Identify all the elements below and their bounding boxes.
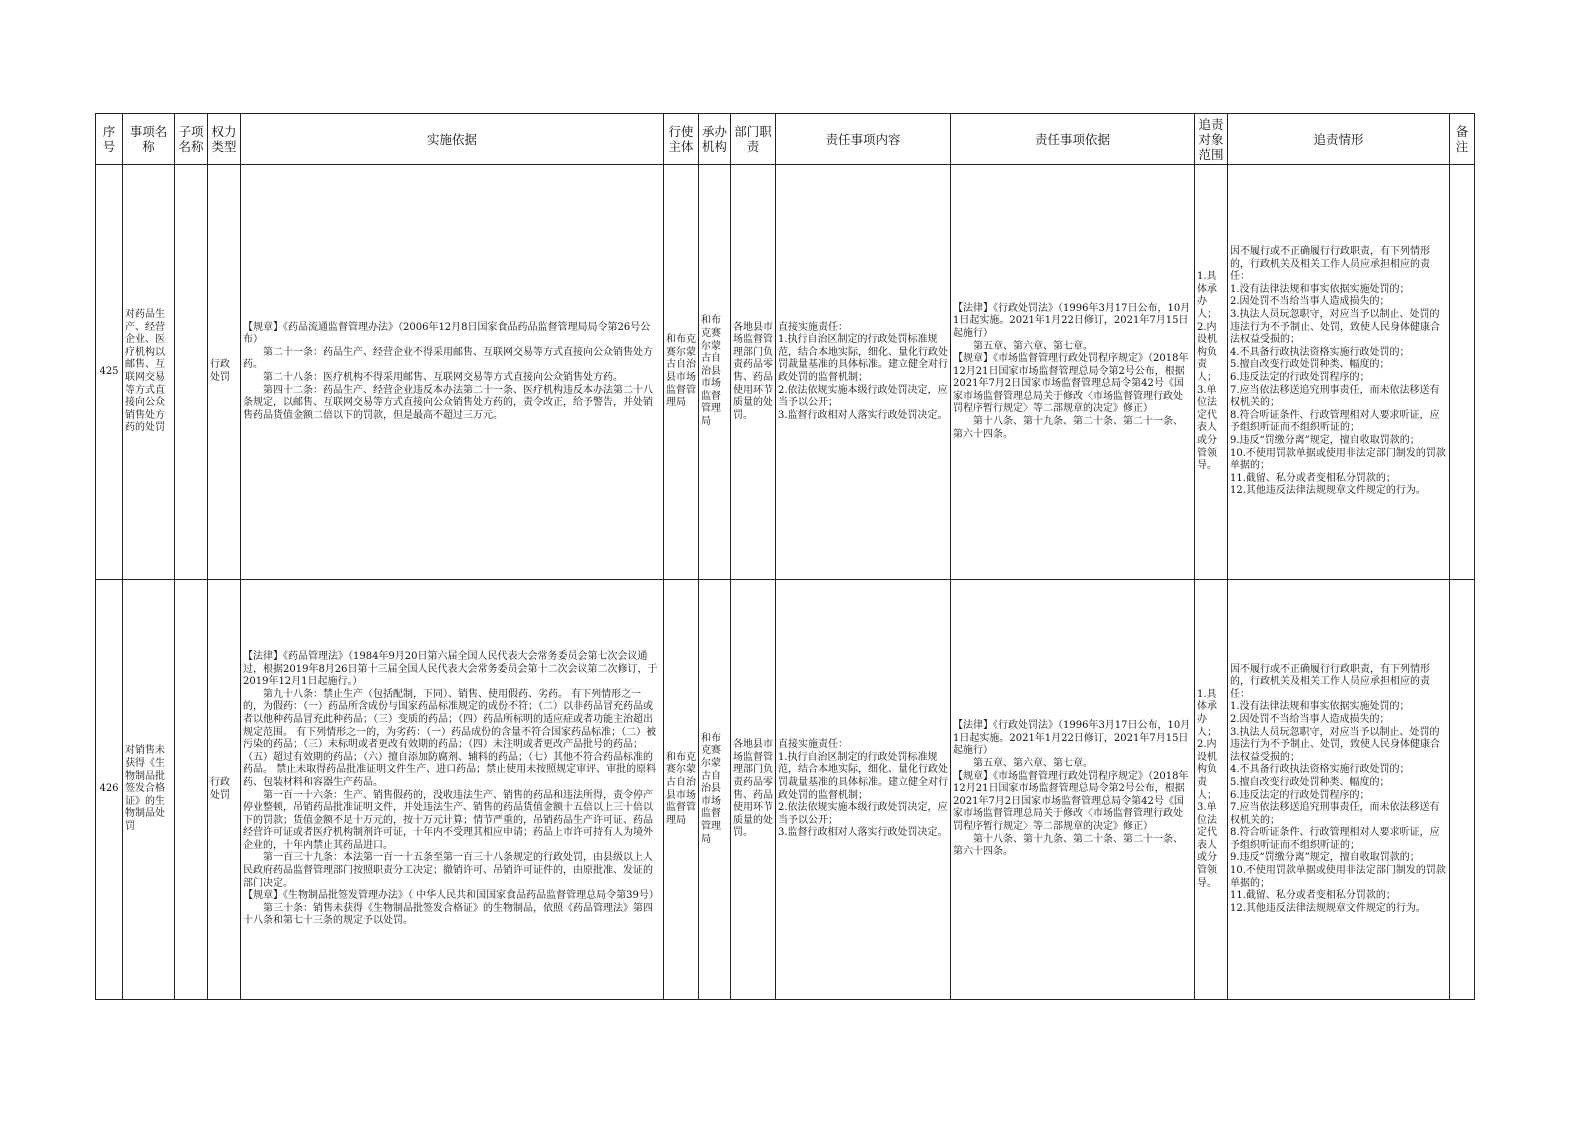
- header-remark: 备注: [1450, 114, 1475, 165]
- power-list-table: [95, 113, 1475, 1000]
- header-row: [96, 114, 1475, 165]
- cell-basis: 【规章】《药品流通监督管理办法》（2006年12月8日国家食品药品监督管理局局令第26号公布） 第二十一条：药品生产、经营企业不得采用邮售、互联网交易等方式直接向公众销售处方药。 第二十八条：医疗机构不得采用邮售、互联网交易等方式直接向公众销售处方药。 第四十二条：药品生产、经营企业违反本办法第二十一条、医疗机构违反本办法第二十八条规定，以邮售、互联网交易等方式直接向公众销售处方药的，责令改正，给予警告，并处销售药品货值金额二倍以下的罚款，但是最高不超过三万元。: [241, 165, 664, 580]
- table-row: [96, 165, 1475, 580]
- cell-accountability-scope: 1.具体承办人；2.内设机构负责人；3.单位法定代表人或分管领导。: [1195, 165, 1228, 580]
- cell-item-name: 对销售未获得《生物制品批签发合格证》的生物制品处罚: [123, 580, 175, 1000]
- header-item-name: 事项名称: [123, 114, 175, 165]
- cell-basis: 【法律】《药品管理法》（1984年9月20日第六届全国人民代表大会常务委员会第七次会议通过，根据2019年8月26日第十三届全国人民代表大会常务委员会第十二次会议第二次修订，于2019年12月1日起施行。） 第九十八条：禁止生产（包括配制，下同）、销售、使用假药、劣药。 有下列情形之一的，为假药：（一）药品所含成份与国家药品标准规定的成份不符；（二）以非药品冒充药品或者以他种药品冒充此种药品；（三）变质的药品；（四）药品所标明的适应症或者功能主治超出规定范围。 有下列情形之一的，为劣药：（一）药品成份的含量不符合国家药品标准；（二）被污染的药品；（三）未标明或者更改有效期的药品；（四）未注明或者更改产品批号的药品；（五）超过有效期的药品；（六）擅自添加防腐剂、辅料的药品；（七）其他不符合药品标准的药品。 禁止未取得药品批准证明文件生产、进口药品；禁止使用未按照规定审评、审批的原料药、包装材料和容器生产药品。 第一百一十六条：生产、销售假药的，没收违法生产、销售的药品和违法所得，责令停产停业整顿，吊销药品批准证明文件，并处违法生产、销售的药品货值金额十五倍以上三十倍以下的罚款；货值金额不足十万元的，按十万元计算；情节严重的，吊销药品生产许可证、药品经营许可证或者医疗机构制剂许可证，十年内不受理其相应申请；药品上市许可持有人为境外企业的，十年内禁止其药品进口。 第一百三十九条：本法第一百一十五条至第一百三十八条规定的行政处罚，由县级以上人民政府药品监督管理部门按照职责分工决定；撤销许可、吊销许可证件的，由原批准、发证的部门决定。 【规章】《生物制品批签发管理办法》（ 中华人民共和国国家食品药品监督管理总局令第39号） 第三十条：销售未获得《生物制品批签发合格证》的生物制品，依照《药品管理法》第四十八条和第七十三条的规定予以处罚。: [241, 580, 664, 1000]
- header-resp-content: 责任事项内容: [776, 114, 951, 165]
- header-exercise-subject: 行使主体: [664, 114, 699, 165]
- cell-remark: [1450, 580, 1475, 1000]
- cell-power-type: 行政处罚: [208, 580, 241, 1000]
- cell-exercise-subject: 和布克赛尔蒙古自治县市场监督管理局: [664, 580, 699, 1000]
- header-accountability-cases: 追责情形: [1228, 114, 1450, 165]
- cell-resp-content: 直接实施责任： 1.执行自治区制定的行政处罚标准规范，结合本地实际，细化、量化行政处罚裁量基准的具体标准。建立健全对行政处罚的监督机制； 2.依法依规实施本级行政处罚决定，应当予以公开； 3.监督行政相对人落实行政处罚决定。: [776, 580, 951, 1000]
- cell-item-name: 对药品生产、经营企业、医疗机构以邮售、互联网交易等方式直接向公众销售处方药的处罚: [123, 165, 175, 580]
- header-accountability-scope: 追责对象范围: [1195, 114, 1228, 165]
- cell-seq: 425: [96, 165, 123, 580]
- header-undertaking-org: 承办机构: [699, 114, 731, 165]
- cell-undertaking-org: 和布克赛尔蒙古自治县市场监督管理局: [699, 165, 731, 580]
- header-power-type: 权力类型: [208, 114, 241, 165]
- cell-resp-basis: 【法律】《行政处罚法》（1996年3月17日公布，10月1日起实施。2021年1月22日修订，2021年7月15日起施行） 第五章、第六章、第七章。 【规章】《市场监督管理行政处罚程序规定》（2018年12月21日国家市场监督管理总局令第2号公布，根据2021年7月2日国家市场监督管理总局令第42号《国家市场监督管理总局关于修改〈市场监督管理行政处罚程序暂行规定〉等二部规章的决定》修正） 第十八条、第十九条、第二十条、第二十一条、第六十四条。: [951, 580, 1195, 1000]
- cell-dept-duty: 各地县市场监督管理部门负责药品零售、药品使用环节质量的处罚。: [731, 165, 776, 580]
- cell-accountability-cases: 因不履行或不正确履行行政职责，有下列情形的，行政机关及相关工作人员应承担相应的责任： 1.没有法律法规和事实依据实施处罚的； 2.因处罚不当给当事人造成损失的； 3.执法人员玩忽职守，对应当予以制止、处罚的违法行为不予制止、处罚，致使人民身体健康合法权益受损的； 4.不具备行政执法资格实施行政处罚的； 5.擅自改变行政处罚种类、幅度的； 6.违反法定的行政处罚程序的； 7.应当依法移送追究刑事责任，而未依法移送有权机关的； 8.符合听证条件、行政管理相对人要求听证，应予组织听证而不组织听证的； 9.违反“罚缴分离”规定，擅自收取罚款的； 10.不使用罚款单据或使用非法定部门制发的罚款单据的； 11.截留、私分或者变相私分罚款的； 12.其他违反法律法规规章文件规定的行为。: [1228, 165, 1450, 580]
- header-dept-duty: 部门职责: [731, 114, 776, 165]
- cell-resp-basis: 【法律】《行政处罚法》（1996年3月17日公布，10月1日起实施。2021年1月22日修订，2021年7月15日起施行） 第五章、第六章、第七章。 【规章】《市场监督管理行政处罚程序规定》（2018年12月21日国家市场监督管理总局令第2号公布，根据2021年7月2日国家市场监督管理总局令第42号《国家市场监督管理总局关于修改〈市场监督管理行政处罚程序暂行规定〉等二部规章的决定》修正） 第十八条、第十九条、第二十条、第二十一条、第六十四条。: [951, 165, 1195, 580]
- cell-seq: 426: [96, 580, 123, 1000]
- cell-remark: [1450, 165, 1475, 580]
- cell-accountability-scope: 1.具体承办人；2.内设机构负责人；3.单位法定代表人或分管领导。: [1195, 580, 1228, 1000]
- cell-sub-item: [175, 580, 208, 1000]
- cell-resp-content: 直接实施责任： 1.执行自治区制定的行政处罚标准规范，结合本地实际，细化、量化行政处罚裁量基准的具体标准。建立健全对行政处罚的监督机制； 2.依法依规实施本级行政处罚决定，应当予以公开； 3.监督行政相对人落实行政处罚决定。: [776, 165, 951, 580]
- header-basis: 实施依据: [241, 114, 664, 165]
- cell-dept-duty: 各地县市场监督管理部门负责药品零售、药品使用环节质量的处罚。: [731, 580, 776, 1000]
- table-row: [96, 580, 1475, 1000]
- cell-undertaking-org: 和布克赛尔蒙古自治县市场监督管理局: [699, 580, 731, 1000]
- cell-sub-item: [175, 165, 208, 580]
- cell-exercise-subject: 和布克赛尔蒙古自治县市场监督管理局: [664, 165, 699, 580]
- header-resp-basis: 责任事项依据: [951, 114, 1195, 165]
- header-seq: 序号: [96, 114, 123, 165]
- cell-accountability-cases: 因不履行或不正确履行行政职责，有下列情形的，行政机关及相关工作人员应承担相应的责任： 1.没有法律法规和事实依据实施处罚的； 2.因处罚不当给当事人造成损失的； 3.执法人员玩忽职守，对应当予以制止、处罚的违法行为不予制止、处罚，致使人民身体健康合法权益受损的； 4.不具备行政执法资格实施行政处罚的； 5.擅自改变行政处罚种类、幅度的； 6.违反法定的行政处罚程序的； 7.应当依法移送追究刑事责任，而未依法移送有权机关的； 8.符合听证条件、行政管理相对人要求听证，应予组织听证而不组织听证的； 9.违反“罚缴分离”规定，擅自收取罚款的； 10.不使用罚款单据或使用非法定部门制发的罚款单据的； 11.截留、私分或者变相私分罚款的； 12.其他违反法律法规规章文件规定的行为。: [1228, 580, 1450, 1000]
- cell-power-type: 行政处罚: [208, 165, 241, 580]
- header-sub-item: 子项名称: [175, 114, 208, 165]
